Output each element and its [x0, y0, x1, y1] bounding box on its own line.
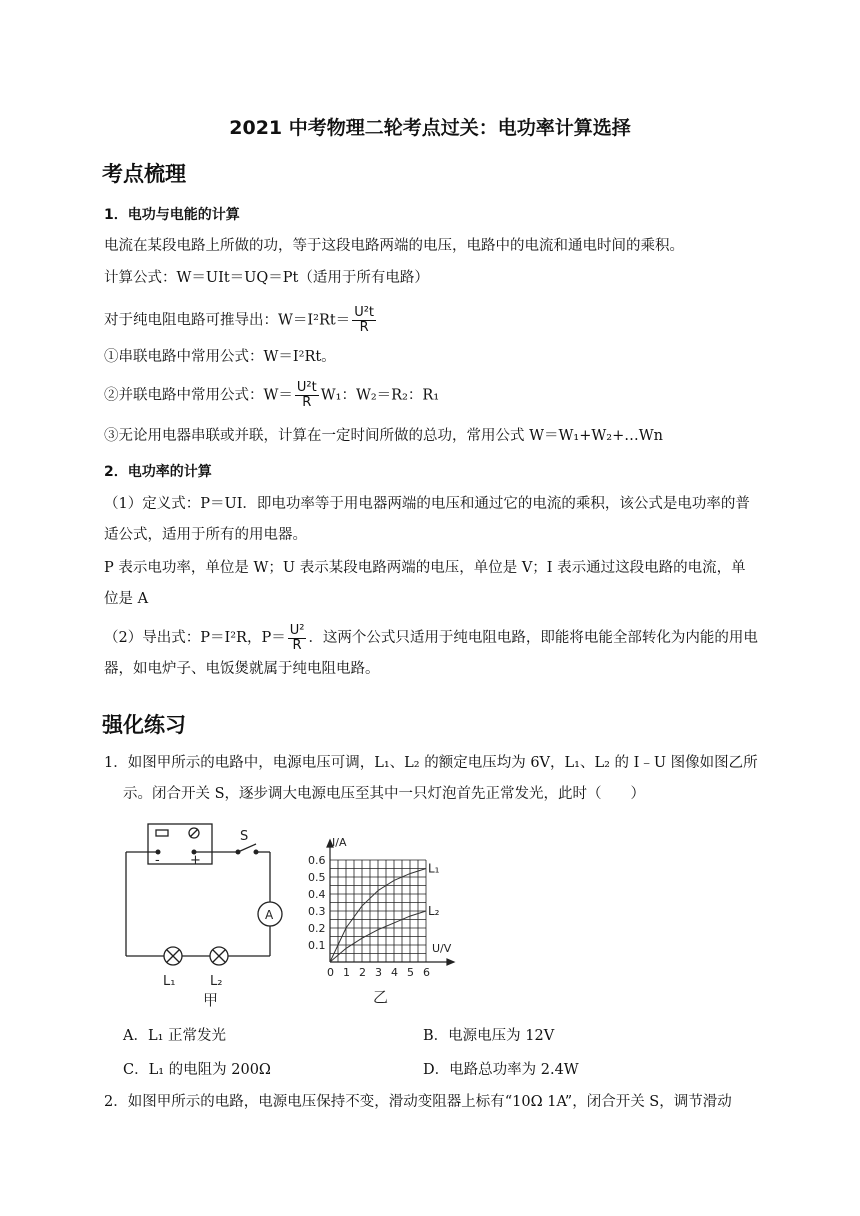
- x-tick-label: 2: [359, 966, 366, 979]
- formula-line: 计算公式：W＝UIt＝UQ＝Pt（适用于所有电路）: [104, 270, 429, 286]
- option-d[interactable]: D．电路总功率为 2.4W: [423, 1062, 579, 1078]
- formula-text: ②并联电路中常用公式：W＝: [104, 387, 293, 404]
- option-b[interactable]: B．电源电压为 12V: [423, 1028, 555, 1044]
- fraction: [288, 624, 307, 653]
- fraction-denominator: R: [359, 320, 369, 335]
- minus-terminal-label: -: [155, 853, 160, 868]
- subheading-work-energy: 1．电功与电能的计算: [104, 207, 240, 223]
- figure-b-label: 乙: [373, 988, 389, 1006]
- fraction-numerator: U²t: [354, 305, 375, 320]
- formula-text: ．这两个公式只适用于纯电阻电路，即能将电能全部转化为内能的用电器，如电炉子、电饭煲就属于纯电阻电路。: [104, 630, 758, 677]
- series-label-1: L₁: [428, 861, 440, 876]
- option-a[interactable]: A．L₁ 正常发光: [123, 1028, 227, 1044]
- circuit-diagram: [118, 818, 298, 1013]
- page-title: 2021 中考物理二轮考点过关：电功率计算选择: [229, 117, 631, 139]
- lamp-l2-label: L₂: [210, 974, 223, 989]
- question-1: [104, 748, 764, 810]
- formula-line-parallel: [104, 381, 439, 410]
- fraction-numerator: U²t: [296, 380, 317, 395]
- x-tick-label: 0: [327, 966, 334, 979]
- x-tick-label: 5: [407, 966, 414, 979]
- ammeter-label: A: [265, 908, 274, 922]
- subheading-power: 2．电功率的计算: [104, 464, 212, 480]
- x-tick-label: 6: [423, 966, 430, 979]
- question-2-text: 2．如图甲所示的电路，电源电压保持不变，滑动变阻器上标有“10Ω 1A”，闭合开关 S，调节滑动: [104, 1094, 732, 1110]
- paragraph-units: P 表示电功率，单位是 W；U 表示某段电路两端的电压，单位是 V；I 表示通过这段电路的电流，单位是 A: [104, 560, 746, 607]
- formula-text: （2）导出式：P＝I²R，P＝: [104, 630, 286, 646]
- fraction-denominator: R: [292, 637, 302, 653]
- y-tick-label: 0.6: [308, 854, 326, 867]
- switch-blade: [238, 844, 256, 852]
- x-tick-label: 4: [391, 966, 398, 979]
- formula-line-derived: [104, 306, 378, 335]
- option-c[interactable]: C．L₁ 的电阻为 200Ω: [123, 1062, 271, 1078]
- fraction: [295, 381, 319, 410]
- y-axis-label: I/A: [332, 836, 347, 849]
- series-label-2: L₂: [428, 904, 440, 918]
- y-tick-label: 0.5: [308, 871, 326, 884]
- y-tick-label: 0.2: [308, 922, 326, 935]
- plus-terminal-label: +: [190, 853, 201, 868]
- fraction: [352, 306, 376, 335]
- section-heading-practice: 强化练习: [102, 713, 186, 737]
- text-line: 电流在某段电路上所做的功，等于这段电路两端的电压，电路中的电流和通电时间的乘积。: [104, 238, 684, 254]
- y-tick-label: 0.3: [308, 905, 326, 918]
- iu-graph: [300, 830, 465, 1010]
- formula-line-series: ①串联电路中常用公式：W＝I²Rt。: [104, 349, 336, 365]
- fraction-denominator: R: [302, 395, 312, 410]
- x-axis-arrow: [447, 959, 454, 965]
- x-tick-label: 1: [343, 966, 350, 979]
- paragraph-derived: [104, 623, 758, 685]
- formula-text: 对于纯电阻电路可推导出：W＝I²Rt＝: [104, 312, 351, 329]
- section-heading-review: 考点梳理: [102, 162, 186, 186]
- y-tick-label: 0.4: [308, 888, 326, 901]
- paragraph-definition: （1）定义式：P＝UI．即电功率等于用电器两端的电压和通过它的电流的乘积，该公式是电功率的普适公式，适用于所有的用电器。: [104, 496, 750, 543]
- lamp-l1-label: L₁: [163, 974, 176, 989]
- x-tick-label: 3: [375, 966, 382, 979]
- fraction-numerator: U²: [289, 622, 305, 638]
- y-tick-label: 0.1: [308, 939, 326, 952]
- question-1-text: 1．如图甲所示的电路中，电源电压可调，L₁、L₂ 的额定电压均为 6V，L₁、L₂ 的 I﹣U 图像如图乙所示。闭合开关 S，逐步调大电源电压至其中一只灯泡首先正常发光，此时（ ）: [104, 755, 758, 802]
- figure-a-label: 甲: [203, 991, 219, 1009]
- formula-line-total: ③无论用电器串联或并联，计算在一定时间所做的总功，常用公式 W＝W₁+W₂+…Wn: [104, 428, 663, 444]
- x-axis-label: U/V: [432, 942, 452, 955]
- switch-label: S: [240, 829, 249, 844]
- supply-indicator: [156, 830, 168, 836]
- formula-text: W₁：W₂＝R₂：R₁: [320, 387, 440, 404]
